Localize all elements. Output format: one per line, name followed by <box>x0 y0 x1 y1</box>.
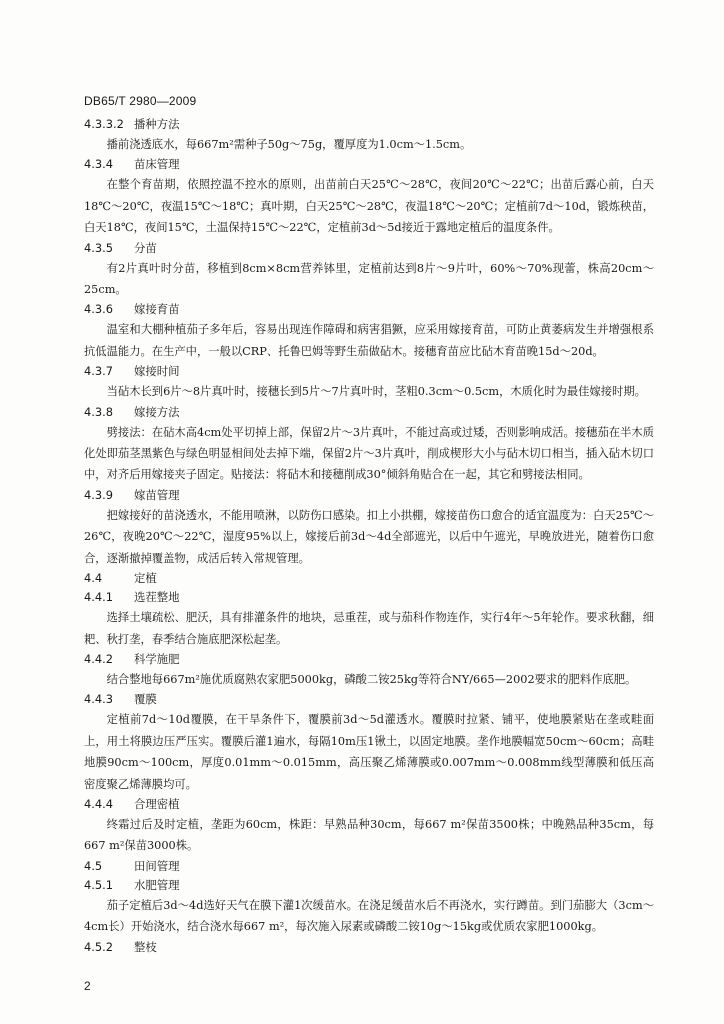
section-title: 定植 <box>134 571 157 586</box>
section-heading <box>84 155 654 174</box>
paragraph: 茄子定植后3d～4d选好天气在膜下灌1次缓苗水。在浇足缓苗水后不再浇水，实行蹲苗。到门茄膨大（3cm～4cm长）开始浇水，结合浇水每667 m²，每次施入尿素或磷酸二铵10g～15kg或优质农家肥1000kg。 <box>84 898 654 934</box>
section-title: 嫁接方法 <box>134 404 180 419</box>
section-title: 合理密植 <box>134 796 180 811</box>
section-title: 苗床管理 <box>134 157 180 172</box>
page-number: 2 <box>84 979 91 993</box>
section-title: 田间管理 <box>134 858 180 873</box>
section-title: 选茬整地 <box>134 590 180 605</box>
section-number: 4.4.3 <box>84 692 113 707</box>
section-title: 水肥管理 <box>134 877 180 892</box>
paragraph: 把嫁接好的苗浇透水，不能用喷淋，以防伤口感染。扣上小拱棚，嫁接苗伤口愈合的适宜温度为：白天25℃～26℃，夜晚20℃～22℃，湿度95%以上，嫁接后前3d～4d全部遮光，以后中午遮光，早晚放进光，随着伤口愈合，逐渐撤掉覆盖物，成活后转入常规管理。 <box>84 508 654 565</box>
standard-code: DB65/T 2980—2009 <box>84 94 197 108</box>
section-heading <box>84 403 654 422</box>
section-title: 分苗 <box>134 240 157 255</box>
section-number: 4.3.3.2 <box>84 117 124 131</box>
section-heading <box>84 650 654 669</box>
section-number: 4.3.7 <box>84 364 113 379</box>
section-heading <box>84 857 654 876</box>
paragraph: 在整个育苗期，依照控温不控水的原则，出苗前白天25℃～28℃，夜间20℃～22℃；出苗后露心前，白天18℃～20℃，夜温15℃～18℃；真叶期，白天25℃～28℃，夜温18℃～20℃；定植前7d～10d，锻炼秧苗，白天18℃，夜间15℃，土温保持15℃～22℃，定植前3d～5d接近于露地定植后的温度条件。 <box>84 178 654 235</box>
paragraph: 劈接法：在砧木高4cm处平切掉上部，保留2片～3片真叶，不能过高或过矮，否则影响成活。接穗茄在半木质化处即茄茎黑紫色与绿色明显相间处去掉下端，保留2片～3片真叶，削成楔形大小与砧木切口相当，插入砧木切口中，对齐后用嫁接夹子固定。贴接法：将砧木和接穗削成30°倾斜角贴合在一起，其它和劈接法相同。 <box>84 425 654 482</box>
section-heading <box>84 362 654 381</box>
section-title: 嫁苗管理 <box>134 487 180 502</box>
section-number: 4.5 <box>84 858 103 873</box>
section-number: 4.4 <box>84 571 103 586</box>
section-number: 4.4.1 <box>84 590 113 605</box>
section-number: 4.3.8 <box>84 404 113 419</box>
section-title: 覆膜 <box>134 692 157 707</box>
paragraph: 播前浇透底水，每667m²需种子50g～75g，覆厚度为1.0cm～1.5cm。 <box>106 138 472 151</box>
section-title: 科学施肥 <box>134 651 180 666</box>
section-number: 4.3.9 <box>84 487 113 502</box>
section-heading <box>84 486 654 505</box>
section-heading <box>84 569 654 588</box>
section-heading <box>84 588 654 607</box>
document-body <box>84 115 654 957</box>
paragraph: 结合整地每667m²施优质腐熟农家肥5000kg，磷酸二铵25kg等符合NY/665—2002要求的肥料作底肥。 <box>106 672 637 686</box>
section-title: 嫁接时间 <box>134 364 180 379</box>
paragraph: 选择土壤疏松、肥沃，具有排灌条件的地块，忌重茬，或与茄科作物连作，实行4年～5年轮作。要求秋翻，细耙、秋打垄，春季结合施底肥深松起垄。 <box>84 611 654 646</box>
section-heading <box>84 115 654 134</box>
paragraph: 终霜过后及时定植，垄距为60cm，株距：早熟品种30cm，每667 m²保苗3500株；中晚熟品种35cm，每667 m²保苗3000株。 <box>84 817 654 853</box>
section-title: 整枝 <box>134 939 157 954</box>
section-heading <box>84 300 654 319</box>
section-number: 4.3.5 <box>84 240 113 255</box>
section-number: 4.5.1 <box>84 877 113 892</box>
section-number: 4.3.6 <box>84 302 113 317</box>
section-heading <box>84 239 654 258</box>
section-number: 4.4.2 <box>84 651 113 666</box>
paragraph: 当砧木长到6片～8片真叶时，接穗长到5片～7片真叶时，茎粗0.3cm～0.5cm，木质化时为最佳嫁接时期。 <box>106 385 646 399</box>
section-heading <box>84 795 654 814</box>
section-title: 播种方法 <box>134 117 180 131</box>
section-title: 嫁接育苗 <box>134 302 180 317</box>
section-heading <box>84 876 654 895</box>
section-number: 4.3.4 <box>84 157 113 172</box>
paragraph: 温室和大棚种植茄子多年后，容易出现连作障碍和病害猖獗，应采用嫁接育苗，可防止黄萎病发生并增强根系抗低温能力。在生产中，一般以CRP、托鲁巴姆等野生茄做砧木。接穗育苗应比砧木育苗晚15d～20d。 <box>84 323 654 358</box>
paragraph: 有2片真叶时分苗，移植到8cm×8cm营养钵里，定植前达到8片～9片叶，60%～70%现蕾，株高20cm～25cm。 <box>84 261 654 297</box>
section-number: 4.4.4 <box>84 796 113 811</box>
paragraph: 定植前7d～10d覆膜，在干旱条件下，覆膜前3d～5d灌透水。覆膜时拉紧、铺平，使地膜紧贴在垄或畦面上，用土将膜边压严压实。覆膜后灌1遍水，每隔10m压1锹土，以固定地膜。垄作地膜幅宽50cm～60cm；高畦地膜90cm～100cm，厚度0.01mm～0.015mm，高压聚乙烯薄膜或0.007mm～0.008mm线型薄膜和低压高密度聚乙烯薄膜均可。 <box>84 713 654 791</box>
section-heading <box>84 938 654 957</box>
section-heading <box>84 690 654 709</box>
section-number: 4.5.2 <box>84 939 113 954</box>
